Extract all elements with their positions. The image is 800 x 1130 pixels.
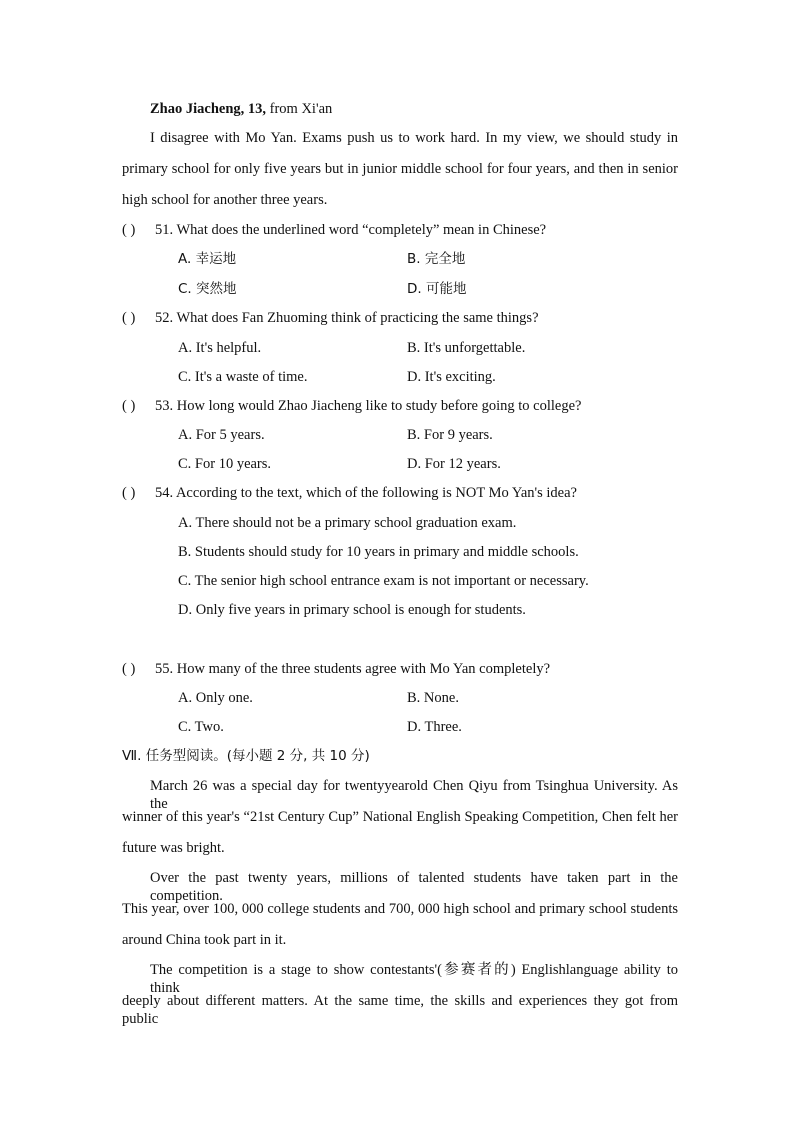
option-d: D. 可能地 [407,281,467,297]
option-c: C. It's a waste of time. [178,369,308,385]
option-a: A. It's helpful. [178,340,262,356]
option-b: B. It's unforgettable. [407,340,526,356]
passage1-line: high school for another three years. [122,192,328,208]
option-b: B. Students should study for 10 years in primary and middle schools. [178,544,579,560]
option-c: C. For 10 years. [178,456,272,472]
option-a: A. Only one. [178,690,253,706]
profile-origin: from Xi'an [266,101,333,117]
answer-blank[interactable]: ( ) [122,661,136,677]
question-text: 54. According to the text, which of the following is NOT Mo Yan's idea? [155,485,577,501]
question-text: 55. How many of the three students agree with Mo Yan completely? [155,661,551,677]
option-b: B. 完全地 [407,251,466,267]
option-d: D. It's exciting. [407,369,496,385]
option-a: A. 幸运地 [178,251,237,267]
passage2-line: around China took part in it. [122,932,287,948]
option-b: B. None. [407,690,459,706]
question-text: 51. What does the underlined word “completely” mean in Chinese? [155,222,547,238]
passage2-line: Over the past twenty years, millions of talented students have taken part in the competition. [150,870,678,904]
option-d: D. Three. [407,719,462,735]
passage2-line: future was bright. [122,840,225,856]
option-d: D. For 12 years. [407,456,501,472]
passage2-line: winner of this year's “21st Century Cup” National English Speaking Competition, Chen felt her [122,809,678,825]
passage2-line: The competition is a stage to show contestants'(参赛者的) Englishlanguage ability to think [150,962,678,996]
option-c: C. The senior high school entrance exam is not important or necessary. [178,573,589,589]
passage2-line: March 26 was a special day for twentyyearold Chen Qiyu from Tsinghua University. As the [150,778,678,812]
passage2-line: deeply about different matters. At the same time, the skills and experiences they got from public [122,993,678,1027]
option-d: D. Only five years in primary school is enough for students. [178,602,526,618]
question-text: 53. How long would Zhao Jiacheng like to study before going to college? [155,398,582,414]
option-a: A. There should not be a primary school graduation exam. [178,515,517,531]
answer-blank[interactable]: ( ) [122,222,136,238]
passage1-line: primary school for only five years but in junior middle school for four years, and then in senior [122,161,678,177]
option-c: C. 突然地 [178,281,237,297]
option-c: C. Two. [178,719,224,735]
answer-blank[interactable]: ( ) [122,398,136,414]
answer-blank[interactable]: ( ) [122,310,136,326]
answer-blank[interactable]: ( ) [122,485,136,501]
passage1-line: I disagree with Mo Yan. Exams push us to work hard. In my view, we should study in [150,130,678,146]
section-heading: Ⅶ. 任务型阅读。(每小题 2 分, 共 10 分) [122,748,370,764]
profile-heading [150,100,332,118]
passage2-line: This year, over 100, 000 college students and 700, 000 high school and primary school students [122,901,678,917]
option-a: A. For 5 years. [178,427,265,443]
profile-name: Zhao Jiacheng, 13, [150,101,267,117]
option-b: B. For 9 years. [407,427,493,443]
question-text: 52. What does Fan Zhuoming think of practicing the same things? [155,310,539,326]
